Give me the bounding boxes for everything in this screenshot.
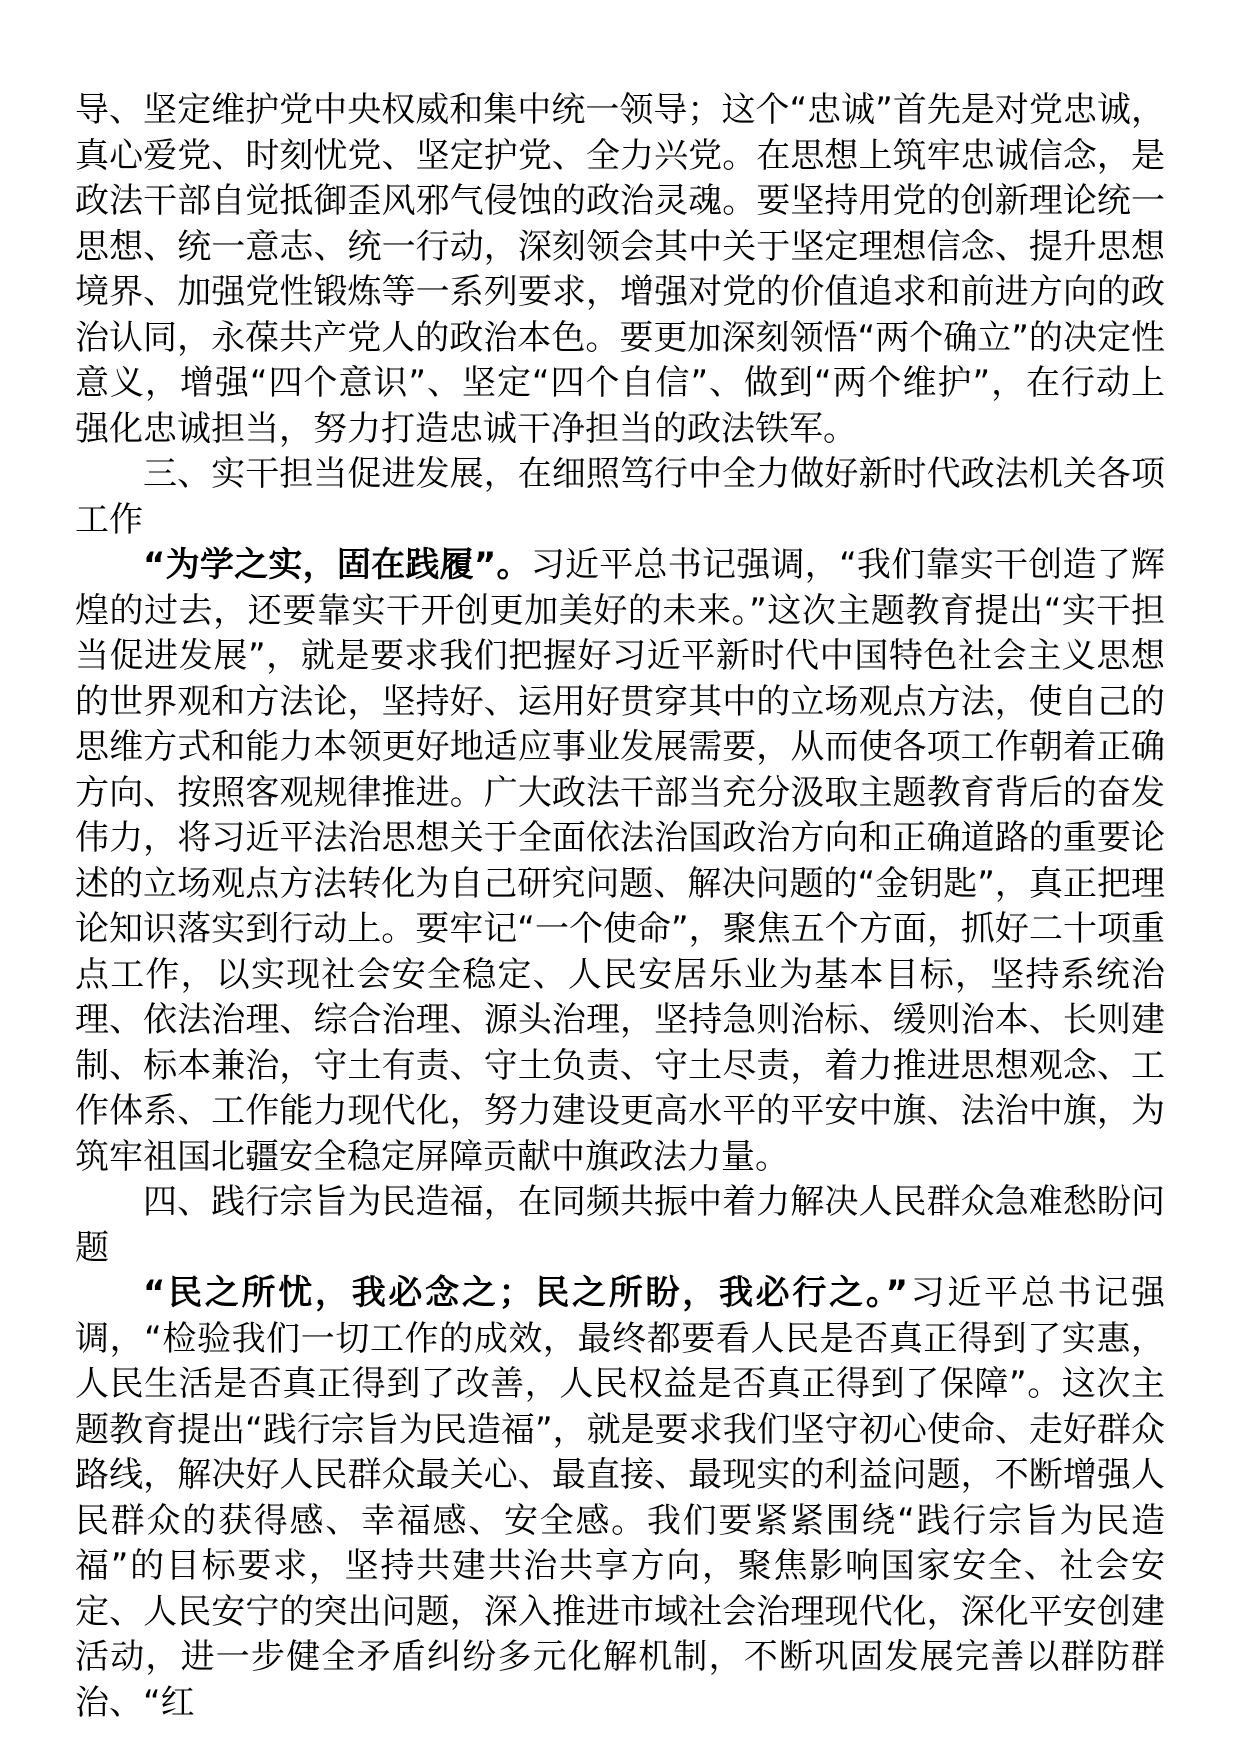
- paragraph-text: 习近平总书记强调，“我们靠实干创造了辉煌的过去，还要靠实干开创更加美好的未来。”这次主题教育提出“实干担当促进发展”，就是要求我们把握好习近平新时代中国特色社会主义思想的世界观和方法论，坚持好、运用好贯穿其中的立场观点方法，使自己的思维方式和能力本领更好地适应事业发展需要，从而使各项工作朝着正确方向、按照客观规律推进。广大政法干部当充分汲取主题教育背后的奋发伟力，将习近平法治思想关于全面依法治国政治方向和正确道路的重要论述的立场观点方法转化为自己研究问题、解决问题的“金钥匙”，真正把理论知识落实到行动上。要牢记“一个使命”，聚焦五个方面，抓好二十项重点工作，以实现社会安全稳定、人民安居乐业为基本目标，坚持系统治理、依法治理、综合治理、源头治理，坚持急则治标、缓则治本、长则建制、标本兼治，守土有责、守土负责、守土尽责，着力推进思想观念、工作体系、工作能力现代化，努力建设更高水平的平安中旗、法治中旗，为筑牢祖国北疆安全稳定屏障贡献中旗政法力量。: [75, 545, 1165, 1177]
- paragraph-loyalty-continued: [75, 88, 1165, 452]
- heading-text: 三、实干担当促进发展，在细照笃行中全力做好新时代政法机关各项工作: [75, 454, 1165, 540]
- paragraph-lead-quote: “民之所忧，我必念之；民之所盼，我必行之。”: [143, 1273, 908, 1313]
- paragraph-people: [75, 1271, 1165, 1726]
- paragraph-text: 习近平总书记强调，“检验我们一切工作的成效，最终都要看人民是否真正得到了实惠，人民生活是否真正得到了改善，人民权益是否真正得到了保障”。这次主题教育提出“践行宗旨为民造福”，就是要求我们坚守初心使命、走好群众路线，解决好人民群众最关心、最直接、最现实的利益问题，不断增强人民群众的获得感、幸福感、安全感。我们要紧紧围绕“践行宗旨为民造福”的目标要求，坚持共建共治共享方向，聚焦影响国家安全、社会安定、人民安宁的突出问题，深入推进市域社会治理现代化，深化平安创建活动，进一步健全矛盾纠纷多元化解机制，不断巩固发展完善以群防群治、“红: [75, 1273, 1165, 1723]
- heading-text: 四、践行宗旨为民造福，在同频共振中着力解决人民群众急难愁盼问题: [75, 1182, 1165, 1268]
- document-body: [75, 88, 1165, 1726]
- section-heading-four: [75, 1180, 1165, 1271]
- paragraph-text: 导、坚定维护党中央权威和集中统一领导；这个“忠诚”首先是对党忠诚，真心爱党、时刻忧党、坚定护党、全力兴党。在思想上筑牢忠诚信念，是政法干部自觉抵御歪风邪气侵蚀的政治灵魂。要坚持用党的创新理论统一思想、统一意志、统一行动，深刻领会其中关于坚定理想信念、提升思想境界、加强党性锻炼等一系列要求，增强对党的价值追求和前进方向的政治认同，永葆共产党人的政治本色。要更加深刻领悟“两个确立”的决定性意义，增强“四个意识”、坚定“四个自信”、做到“两个维护”，在行动上强化忠诚担当，努力打造忠诚干净担当的政法铁军。: [75, 90, 1165, 449]
- paragraph-lead-quote: “为学之实，固在践履”。: [143, 545, 531, 585]
- paragraph-practice: [75, 543, 1165, 1180]
- section-heading-three: [75, 452, 1165, 543]
